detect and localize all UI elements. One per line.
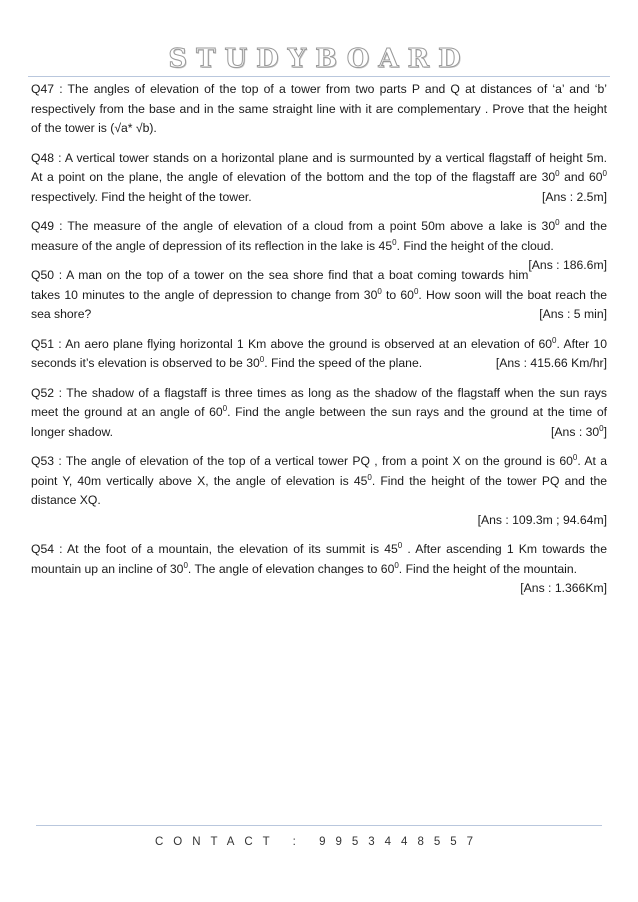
question-54: Q54 : At the foot of a mountain, the elevation of its summit is $45^0$ . After ascending 1 Km towards the mountain up an incline of $30^0$. The angle of elevation changes to $60^0$. Find the height of the mountain. bbox=[31, 540, 607, 576]
studyboard-logo: STUDYBOARD bbox=[168, 44, 470, 74]
question-53: Q53 : The angle of elevation of the top of a vertical tower PQ , from a point X on the ground is $60^0$. At a point Y, 40m vertically above X, the angle of elevation is $45^0$. Find the height of the tower PQ and the distance XQ. bbox=[31, 452, 607, 507]
answer-53: [Ans : 109.3m ; 94.64m] bbox=[477, 512, 607, 527]
question-47: Q47 : The angles of elevation of the top of a tower from two parts P and Q at distances of ‘a’ and ‘b’ respectively from the base and in the same straight line with it are complementary . Prove that the height of the tower is (√a* √b). bbox=[31, 82, 607, 135]
footer-divider bbox=[36, 825, 602, 826]
question-list bbox=[31, 80, 607, 599]
header-divider bbox=[28, 76, 610, 77]
answer-54: [Ans : 1.366Km] bbox=[520, 581, 607, 595]
answer-52: [Ans : $30^0$] bbox=[551, 423, 607, 439]
question-48: Q48 : A vertical tower stands on a horizontal plane and is surmounted by a vertical flagstaff of height 5m. At a point on the plane, the angle of elevation of the bottom and the top of the flagstaff are $30^0$ and $60^0$ respectively. Find the height of the tower. [Ans : 2.5m] bbox=[31, 149, 607, 208]
question-52: Q52 : The shadow of a flagstaff is three times as long as the shadow of the flagstaff when the sun rays meet the ground at an angle of $60^0$. Find the angle between the sun rays and the ground at the time of longer shadow. [Ans : $30^0$] bbox=[31, 384, 607, 443]
question-50: Q50 : A man on the top of a tower on the sea shore find that a boat coming towards him takes 10 minutes to the angle of depression to change from $30^0$ to $60^0$. How soon will the boat reach the sea shore? [Ans : 5 min] bbox=[31, 266, 607, 325]
question-49: Q49 : The measure of the angle of elevation of a cloud from a point 50m above a lake is $30^0$ and the measure of the angle of depression of its reflection in the lake is $45^0$. Find the height of the cloud. [Ans : 186.6m] bbox=[31, 217, 607, 256]
answer-50: [Ans : 5 min] bbox=[539, 307, 607, 321]
question-51: Q51 : An aero plane flying horizontal 1 Km above the ground is observed at an elevation of $60^0$. After 10 seconds it’s elevation is observed to be $30^0$. Find the speed of the plane. [Ans : 415.66 Km/hr] bbox=[31, 335, 607, 374]
answer-51: [Ans : 415.66 Km/hr] bbox=[495, 356, 607, 370]
answer-48: [Ans : 2.5m] bbox=[541, 189, 607, 204]
contact-info: CONTACT : 9953448557 bbox=[154, 836, 484, 848]
answer-49: [Ans : 186.6m] bbox=[528, 258, 607, 272]
